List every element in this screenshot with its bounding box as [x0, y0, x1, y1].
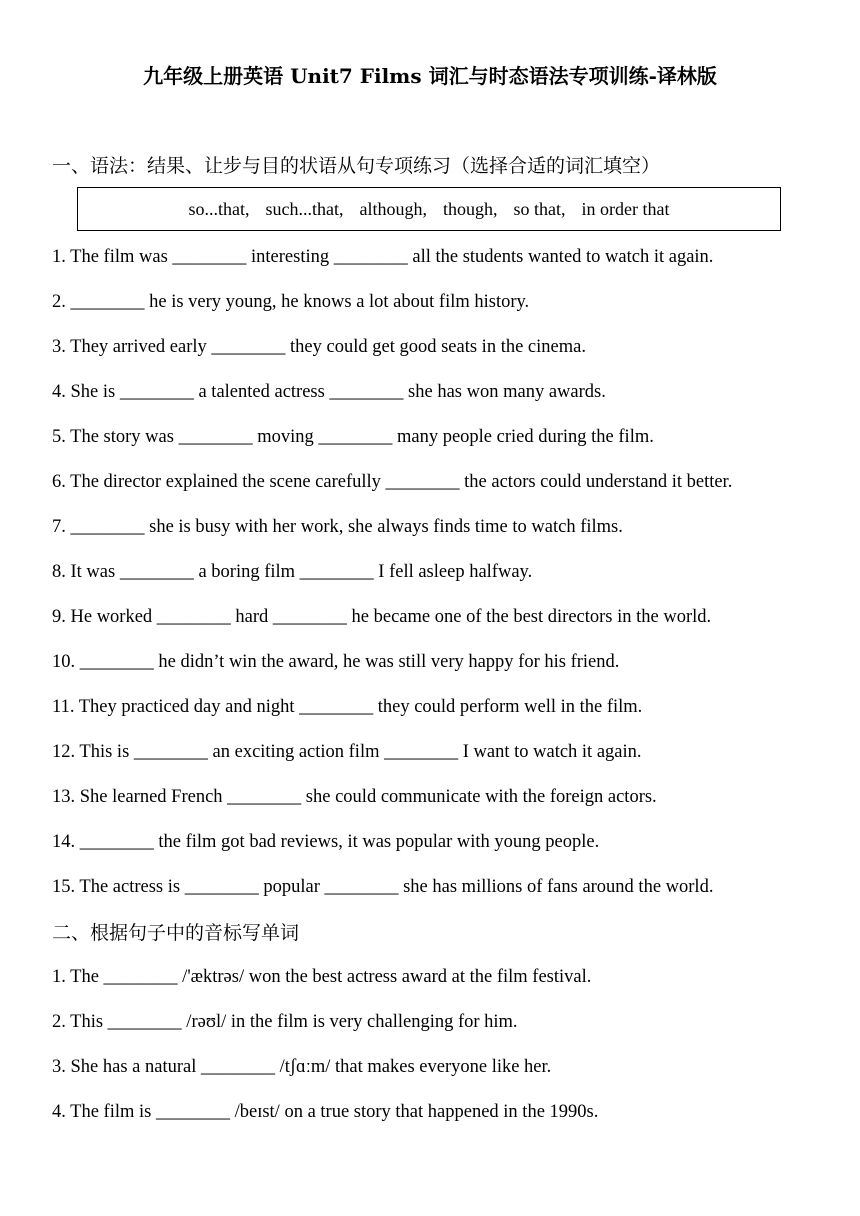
document-title: 九年级上册英语 Unit7 Films 词汇与时态语法专项训练-译林版	[143, 64, 717, 88]
exercise-1-item: 3. They arrived early ________ they could get good seats in the cinema.	[52, 337, 586, 357]
word-bank-box	[77, 187, 781, 231]
exercise-1-item: 12. This is ________ an exciting action film ________ I want to watch it again.	[52, 742, 642, 762]
exercise-1-item: 9. He worked ________ hard ________ he became one of the best directors in the world.	[52, 607, 712, 627]
word-bank-item: although,	[359, 198, 427, 219]
word-bank-item: such...that,	[265, 198, 344, 219]
exercise-1-item: 6. The director explained the scene carefully ________ the actors could understand it better.	[52, 472, 733, 492]
section-2-heading: 二、根据句子中的音标写单词	[52, 922, 300, 944]
exercise-2-item: 2. This ________ /rəʊl/ in the film is very challenging for him.	[52, 1012, 518, 1032]
word-bank-item: in order that	[581, 198, 670, 219]
exercise-1-item: 15. The actress is ________ popular ________ she has millions of fans around the world.	[52, 877, 714, 897]
exercise-2-item: 4. The film is ________ /beɪst/ on a true story that happened in the 1990s.	[52, 1102, 599, 1122]
exercise-1-item: 7. ________ she is busy with her work, she always finds time to watch films.	[52, 517, 623, 537]
word-bank-item: though,	[443, 198, 498, 219]
exercise-2-item: 1. The ________ /'æktrəs/ won the best actress award at the film festival.	[52, 967, 592, 987]
exercise-1-item: 14. ________ the film got bad reviews, it was popular with young people.	[52, 832, 600, 852]
exercise-1-item: 5. The story was ________ moving ________ many people cried during the film.	[52, 427, 654, 447]
exercise-1-item: 13. She learned French ________ she could communicate with the foreign actors.	[52, 787, 657, 807]
exercise-2-item: 3. She has a natural ________ /tʃɑːm/ that makes everyone like her.	[52, 1057, 552, 1077]
exercise-1-item: 8. It was ________ a boring film ________ I fell asleep halfway.	[52, 562, 533, 582]
word-bank-item: so that,	[513, 198, 566, 219]
exercise-1-item: 1. The film was ________ interesting ________ all the students wanted to watch it again.	[52, 247, 714, 267]
exercise-1-item: 10. ________ he didn’t win the award, he was still very happy for his friend.	[52, 652, 620, 672]
exercise-1-item: 11. They practiced day and night ________ they could perform well in the film.	[52, 697, 643, 717]
exercise-1-item: 4. She is ________ a talented actress ________ she has won many awards.	[52, 382, 606, 402]
word-bank-item: so...that,	[188, 198, 250, 219]
exercise-1-item: 2. ________ he is very young, he knows a lot about film history.	[52, 292, 530, 312]
section-1-heading: 一、语法：结果、让步与目的状语从句专项练习（选择合适的词汇填空）	[52, 155, 661, 177]
